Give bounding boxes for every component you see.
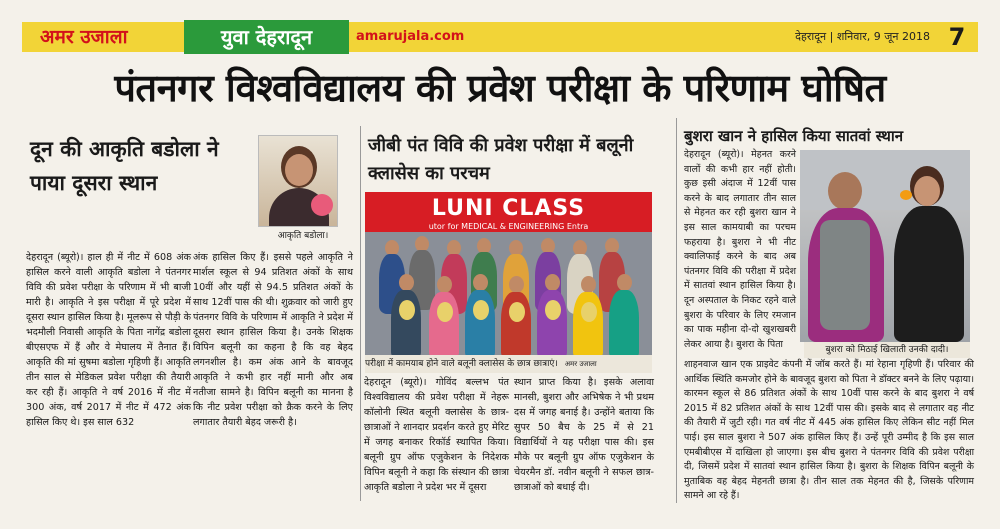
- dateline: देहरादून | शनिवार, 9 जून 2018: [795, 30, 930, 43]
- column-divider: [676, 118, 677, 503]
- story1-photo: [258, 135, 338, 227]
- story1-photo-caption: आकृति बडोला।: [277, 231, 329, 241]
- story1-body-a: देहरादून (ब्यूरो)। हाल ही में नीट में 608 अंक हासिल करने वाली आकृति बडोला ने पंतनगर विवि की प्रवेश परीक्षा के परिणाम में भी बाजी मारी है। आकृति ने इस परीक्षा में पूरे प्रदेश में दूसरा स्थान हासिल किया है। मूलरूप से पौड़ी के भदमौली निवासी आकृति के पिता नागेंद्र बडोला बीएसएफ में हैं और वे मेघालय में तैनात हैं। आकृति की मां सुषमा बडोला गृहिणी हैं। आकृति तीन साल से मेडिकल प्रवेश परीक्षा की तैयारी कर रही हैं। आकृति ने वर्ष 2016 में नीट में 300 अंक, वर्ष 2017 में नीट में 472 अंक हासिल किए थे। इस साल 632: [26, 252, 191, 428]
- edition-label: युवा देहरादून: [184, 20, 349, 54]
- story2-photo-caption: [365, 355, 652, 373]
- story2-body-b: स्थान प्राप्त किया है। इसके अलावा मानसी, बुशरा और अभिषेक ने भी प्रथम दस में जगह बनाई है। उन्होंने बताया कि सुपर 50 बैच के 25 में से 21 विद्यार्थियों ने यह परीक्षा पास की। इस मौके पर बलूनी ग्रुप ऑफ एजुकेशन के चेयरमैन डॉ. नवीन बलूनी ने सफल छात्र-छात्राओं को बधाई दी।: [514, 377, 654, 493]
- institute-banner-subtitle: utor for MEDICAL & ENGINEERING Entra: [428, 222, 589, 231]
- story2-group-photo: [365, 192, 652, 360]
- story3-photo-caption: बुशरा को मिठाई खिलाती उनकी दादी।: [804, 342, 970, 358]
- story2-body-a: देहरादून (ब्यूरो)। गोविंद बल्लभ पंत विश्वविद्यालय की प्रवेश परीक्षा में नेहरू कॉलोनी स्थित बलूनी क्लासेस के छात्र-छात्राओं ने शानदार प्रदर्शन करते हुए मेरिट में जगह बनाकर रिकॉर्ड स्थापित किया। बलूनी ग्रुप ऑफ एजुकेशन के निदेशक विपिन बलूनी ने कहा कि संस्थान की छात्रा आकृति बडोला ने प्रदेश भर में दूसरा: [364, 377, 509, 493]
- page-headline: पंतनगर विश्वविद्यालय की प्रवेश परीक्षा के परिणाम घोषित: [114, 66, 886, 110]
- story3-photo: [800, 150, 970, 342]
- story3-title: बुशरा खान ने हासिल किया सातवां स्थान: [684, 127, 904, 145]
- story1-body-b: अंक हासिल किए हैं। इससे पहले आकृति ने मार्शल स्कूल से 94 प्रतिशत अंकों के साथ 10वीं और यहीं से 94.5 प्रतिशत अंकों के साथ 12वीं पास की थी। शुक्रवार को जारी हुए पंतनगर विवि के परिणाम में आकृति ने प्रदेश में दूसरा स्थान हासिल किया है। उनके शिक्षक विपिन बलूनी का कहना है कि वह बेहद लगनशील है। कम अंक आने के बावजूद आकृति ने कभी हार नहीं मानी और अब नतीजा सामने है। विपिन बलूनी का मानना है कि नीट प्रवेश परीक्षा को क्रैक करने के लिए लगातार तैयारी बेहद जरूरी है।: [193, 252, 353, 428]
- column-divider: [360, 126, 361, 501]
- story2-caption-text: परीक्षा में कामयाब होने वाले बलूनी क्लासेस के छात्र छात्राएं।: [365, 359, 558, 369]
- story2-title: जीबी पंत विवि की प्रवेश परीक्षा में बलूनी क्लासेस का परचम: [368, 135, 634, 184]
- story2-photo-credit: अमर उजाला: [564, 360, 597, 368]
- story3-body-b: शाहनवाज खान एक प्राइवेट कंपनी में जॉब करते हैं। मां रेहाना गृहिणी हैं। परिवार की आर्थिक स्थिति कमजोर होने के बावजूद बुशरा को पिता ने डॉक्टर बनने के लिए पढ़ाया। कारमन स्कूल से 86 प्रतिशत अंकों के साथ 10वीं पास करने के बाद बुशरा ने वर्ष 2015 में 82 प्रतिशत अंकों के साथ 12वीं पास की। इसके बाद से लगातार वह नीट की तैयारी में जुटी रही। गत वर्ष नीट में 445 अंक हासिल किए लेकिन सीट नहीं मिल पाई। इस साल बुशरा ने 507 अंक हासिल किए हैं। उन्हें पूरी उम्मीद है कि इस साल एमबीबीएस में दाखिला हो जाएगा। इस बीच बुशरा ने पंतनगर विवि की प्रवेश परीक्षा दी, जिसमें प्रदेश में सातवां स्थान हासिल किया है। बुशरा के शिक्षक विपिन बलूनी के मुताबिक वह बेहद मेहनती छात्रा है। तीन साल तक मेहनत की है, जिसके परिणाम सामने आ रहे हैं।: [684, 359, 974, 502]
- site-url: amarujala.com: [356, 29, 465, 44]
- story1-title: दून की आकृति बडोला ने पाया दूसरा स्थान: [30, 137, 219, 195]
- institute-banner: LUNI CLASS: [365, 192, 652, 232]
- story3-body-a: देहरादून (ब्यूरो)। मेहनत करने वालों की कभी हार नहीं होती। कुछ इसी अंदाज में 12वीं पास करने के बाद लगातार तीन साल से मेहनत कर रही बुशरा खान ने इस साल कामयाबी का परचम फहराया है। बुशरा ने भी नीट क्वालिफाई करने के बाद अब पंतनगर विवि की परीक्षा में प्रदेश में सातवां स्थान हासिल किया है। दून अस्पताल के निकट रहने वाले बुशरा के परिवार के लिए रमजान का पाक महीना दो-दो खुशखबरी लेकर आया है। बुशरा के पिता: [684, 149, 796, 350]
- page-number: 7: [948, 23, 966, 51]
- brand-logo: अमर उजाला: [40, 26, 128, 48]
